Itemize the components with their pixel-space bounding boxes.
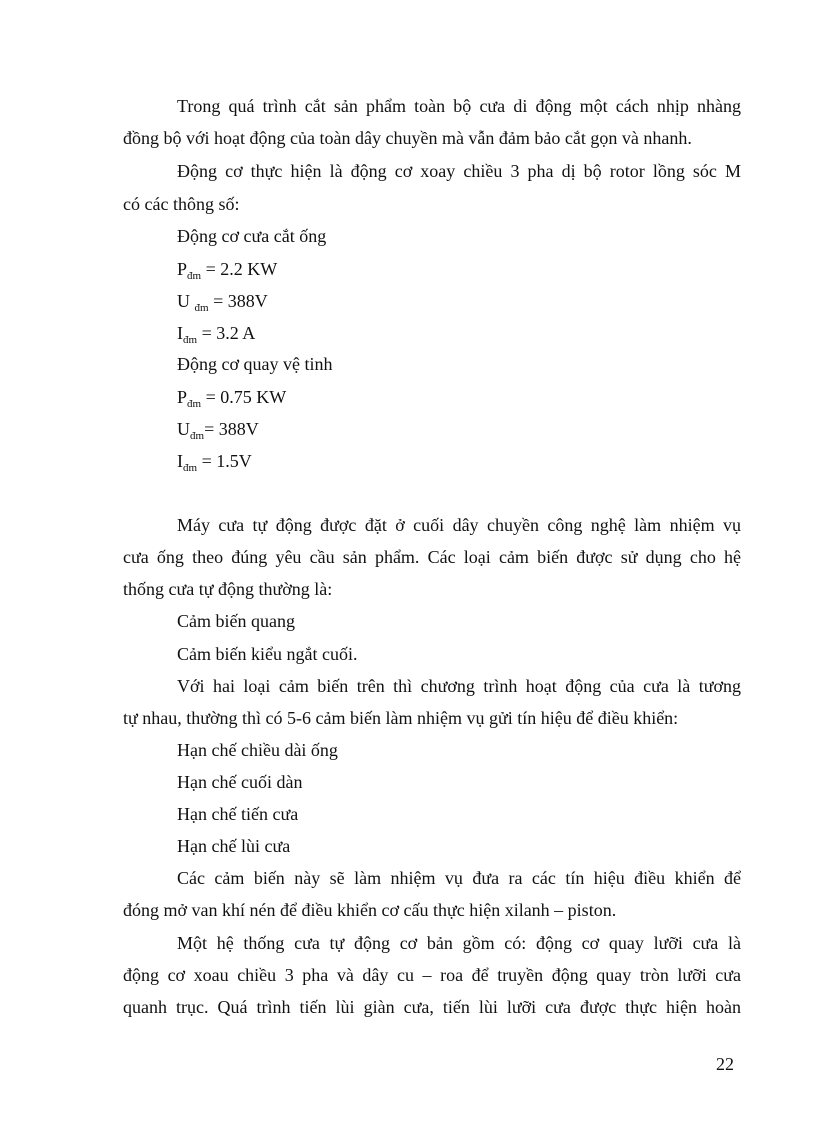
paragraph-3-line-3: thống cưa tự động thường là: [123,579,333,599]
paragraph-2-line-2: có các thông số: [123,194,240,214]
paragraph-1-line-1: Trong quá trình cắt sản phẩm toàn bộ cưa di động một cách nhịp nhàng [177,96,741,116]
motor-2-power-rating: $P_{đm} = 0.75$ KW [177,387,287,410]
paragraph-4-line-1: Với hai loại cảm biến trên thì chương trình hoạt động của cưa là tương [177,676,741,696]
sensor-type-2: Cảm biến kiểu ngắt cuối. [177,644,358,664]
page-number: 22 [716,1054,734,1074]
paragraph-2-line-1: Động cơ thực hiện là động cơ xoay chiều 3 pha dị bộ rotor lồng sóc M [177,161,741,181]
limit-item-3: Hạn chế tiến cưa [177,804,299,824]
motor-1-title: Động cơ cưa cắt ống [177,226,327,246]
paragraph-5-line-2: đóng mở van khí nén để điều khiển cơ cấu thực hiện xilanh – piston. [123,900,617,920]
paragraph-3-line-2: cưa ống theo đúng yêu cầu sản phẩm. Các loại cảm biến được sử dụng cho hệ [123,547,741,567]
paragraph-6-line-3: quanh trục. Quá trình tiến lùi giàn cưa, tiến lùi lưỡi cưa được thực hiện hoàn [123,997,741,1017]
paragraph-6-line-2: động cơ xoau chiều 3 pha và dây cu – roa để truyền động quay tròn lưỡi cưa [123,965,741,985]
motor-2-voltage-rating: $U_{đm}= 388V$ [177,419,259,442]
paragraph-4-line-2: tự nhau, thường thì có 5-6 cảm biến làm nhiệm vụ gửi tín hiệu để điều khiển: [123,708,679,728]
limit-item-2: Hạn chế cuối dàn [177,772,303,792]
sensor-type-1: Cảm biến quang [177,611,295,631]
motor-2-title: Động cơ quay vệ tinh [177,354,333,374]
motor-1-power-rating: $P_{đm} = 2.2$ KW [177,259,278,282]
paragraph-6-line-1: Một hệ thống cưa tự động cơ bản gồm có: động cơ quay lưỡi cưa là [177,933,741,953]
motor-2-current-rating: $I_{đm} = 1.5V$ [177,451,252,474]
limit-item-1: Hạn chế chiều dài ống [177,740,338,760]
paragraph-1-line-2: đồng bộ với hoạt động của toàn dây chuyền mà vẫn đảm bảo cắt gọn và nhanh. [123,128,692,148]
paragraph-5-line-1: Các cảm biến này sẽ làm nhiệm vụ đưa ra các tín hiệu điều khiển để [177,868,741,888]
limit-item-4: Hạn chế lùi cưa [177,836,291,856]
motor-1-voltage-rating: U $_{đm}$ = 388V [177,291,268,314]
paragraph-3-line-1: Máy cưa tự động được đặt ở cuối dây chuyền công nghệ làm nhiệm vụ [177,515,741,535]
motor-1-current-rating: $I_{đm} = 3.2$ A [177,323,256,346]
